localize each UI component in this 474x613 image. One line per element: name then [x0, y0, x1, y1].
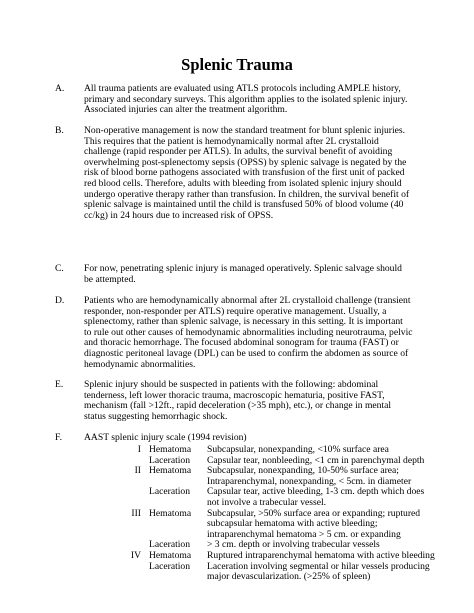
- paragraph-line: undergo operative therapy rather than transfusion. In children, the survival benefit of: [84, 188, 410, 200]
- type-cell: Hematoma: [149, 444, 192, 455]
- paragraph-e: [55, 380, 425, 422]
- type-cell: Hematoma: [149, 465, 192, 477]
- table-row: [55, 572, 455, 583]
- description-cell: not involve a trabecular vessel.: [207, 496, 327, 508]
- paragraph-letter: F.: [55, 432, 62, 443]
- paragraph-letter: B.: [55, 125, 64, 136]
- paragraph-line: be attempted.: [84, 273, 136, 285]
- paragraph-line: hemodynamic abnormalities.: [84, 358, 196, 370]
- paragraph-line: challenge (rapid responder per ATLS). In adults, the survival benefit of avoiding: [84, 146, 393, 158]
- description-cell: Laceration involving segmental or hilar vessels producing: [207, 560, 430, 572]
- description-cell: subcapsular hematoma with active bleeding;: [207, 518, 378, 530]
- paragraph-line: primary and secondary surveys. This algorithm applies to the isolated splenic injury.: [84, 93, 408, 105]
- paragraph-line: AAST splenic injury scale (1994 revision): [84, 432, 247, 443]
- description-cell: Capsular tear, nonbleeding, <1 cm in parenchymal depth: [207, 454, 425, 466]
- table-row: [55, 498, 455, 509]
- paragraph-line: tenderness, left lower thoracic trauma, macroscopic hematuria, positive FAST,: [84, 389, 385, 401]
- paragraph-letter: A.: [55, 83, 65, 94]
- paragraph-c: [55, 264, 425, 285]
- paragraph-letter: C.: [55, 263, 64, 274]
- paragraph-letter: E.: [55, 379, 64, 390]
- paragraph-f: [55, 433, 425, 444]
- type-cell: Laceration: [149, 539, 191, 551]
- grade-cell: III: [131, 507, 141, 519]
- type-cell: Laceration: [149, 560, 191, 572]
- paragraph-line: splenic salvage is maintained until the child is transfused 50% of blood volume (40: [84, 199, 404, 211]
- description-cell: Capsular tear, active bleeding, 1-3 cm. depth which does: [207, 486, 425, 498]
- document-title: Splenic Trauma: [181, 55, 293, 74]
- paragraph-line: red blood cells. Therefore, adults with bleeding from isolated splenic injury should: [84, 177, 402, 189]
- paragraph-letter: D.: [55, 295, 65, 306]
- paragraph-line: mechanism (fall >12ft., rapid deceleration (>35 mph), etc.), or change in mental: [84, 400, 392, 412]
- paragraph-line: and thoracic hemorrhage. The focused abdominal sonogram for trauma (FAST) or: [84, 337, 399, 349]
- paragraph-b: [55, 126, 425, 221]
- paragraph-line: For now, penetrating splenic injury is managed operatively. Splenic salvage should: [84, 263, 402, 274]
- table-row: [55, 551, 455, 562]
- paragraph-line: All trauma patients are evaluated using ATLS protocols including AMPLE history,: [84, 83, 401, 94]
- paragraph-d: [55, 296, 425, 370]
- paragraph-a: [55, 84, 425, 116]
- paragraph-line: cc/kg) in 24 hours due to increased risk of OPSS.: [84, 209, 274, 221]
- description-cell: > 3 cm. depth or involving trabecular vessels: [207, 539, 380, 551]
- paragraph-line: overwhelming post-splenectomy sepsis (OPSS) by splenic salvage is negated by the: [84, 156, 407, 168]
- paragraph-line: Splenic injury should be suspected in patients with the following: abdominal: [84, 379, 379, 390]
- type-cell: Hematoma: [149, 549, 192, 561]
- table-row: [55, 445, 455, 456]
- paragraph-line: status suggesting hemorrhagic shock.: [84, 410, 228, 422]
- description-cell: intraparenchymal hematoma > 5 cm. or expanding: [207, 528, 401, 540]
- paragraph-line: responder, non-responder per ATLS) require operative management. Usually, a: [84, 305, 387, 317]
- paragraph-line: Non-operative management is now the standard treatment for blunt splenic injuries.: [84, 125, 406, 136]
- type-cell: Laceration: [149, 486, 191, 498]
- paragraph-line: diagnostic peritoneal lavage (DPL) can be used to confirm the abdomen as source of: [84, 347, 409, 359]
- description-cell: Intraparenchymal, nonexpanding, < 5cm. in diameter: [207, 475, 412, 487]
- description-cell: major devascularization. (>25% of spleen): [207, 571, 371, 583]
- description-cell: Subcapsular, nonexpanding, <10% surface area: [207, 444, 389, 455]
- grade-cell: II: [134, 465, 141, 477]
- type-cell: Hematoma: [149, 507, 192, 519]
- grade-cell: I: [137, 444, 141, 455]
- paragraph-line: splenectomy, rather than splenic salvage, is necessary in this setting. It is important: [84, 316, 403, 328]
- paragraph-line: Associated injuries can alter the treatment algorithm.: [84, 104, 288, 116]
- type-cell: Laceration: [149, 454, 191, 466]
- paragraph-line: risk of blood borne pathogens associated with transfusion of the first unit of packed: [84, 167, 405, 179]
- paragraph-line: Patients who are hemodynamically abnormal after 2L crystalloid challenge (transient: [84, 295, 411, 306]
- injury-scale-table: [55, 445, 455, 583]
- description-cell: Subcapsular, nonexpanding, 10-50% surface area;: [207, 465, 399, 477]
- grade-cell: IV: [130, 549, 141, 561]
- description-cell: Subcapsular, >50% surface area or expanding; ruptured: [207, 507, 421, 519]
- description-cell: Ruptured intraparenchymal hematoma with active bleeding: [207, 549, 435, 561]
- paragraph-line: This requires that the patient is hemodynamically normal after 2L crystalloid: [84, 135, 379, 147]
- paragraph-line: to rule out other causes of hemodynamic abnormalities including neurotrauma, pelvic: [84, 326, 413, 338]
